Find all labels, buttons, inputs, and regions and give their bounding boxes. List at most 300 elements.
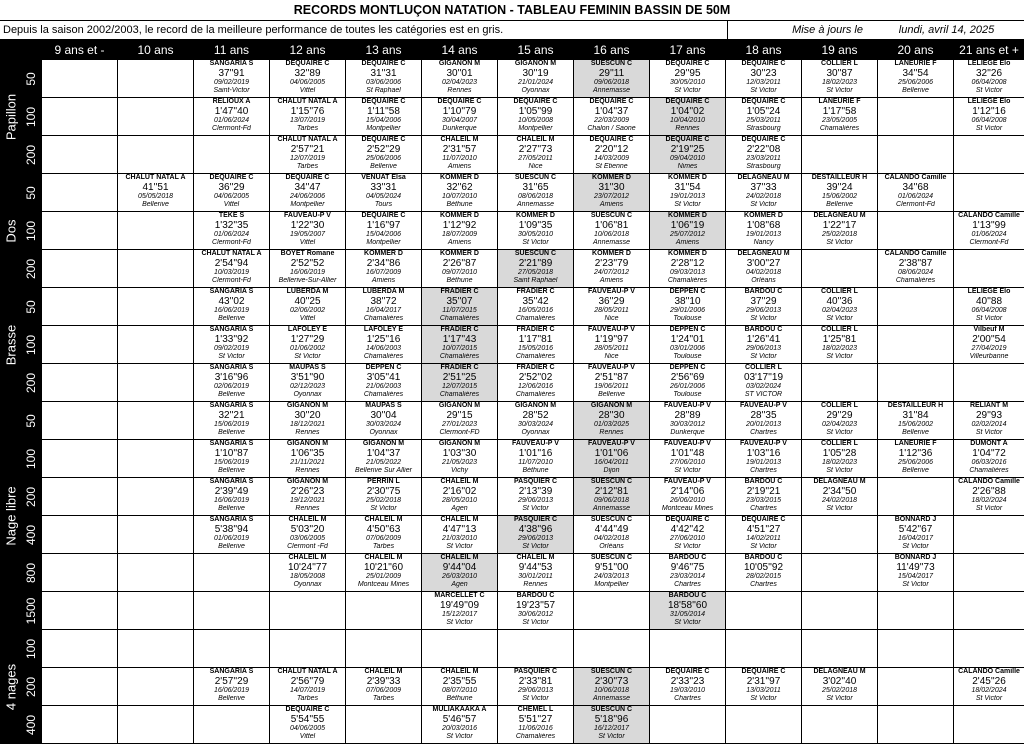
record-place: Dunkerque xyxy=(670,429,705,436)
record-place: St Victor xyxy=(975,695,1003,702)
empty-cell xyxy=(42,250,118,288)
swimmer-name: CHALUT NATAL A xyxy=(277,98,338,105)
record-cell xyxy=(574,516,650,554)
empty-cell xyxy=(878,288,954,326)
empty-cell xyxy=(42,212,118,250)
record-date: 11/07/2010 xyxy=(518,459,553,466)
swimmer-name: FAUVEAU-P V xyxy=(284,212,331,219)
record-date: 16/06/2019 xyxy=(213,497,250,504)
record-time: 9'46''75 xyxy=(670,562,705,573)
record-cell xyxy=(574,554,650,592)
record-time: 5'18''96 xyxy=(594,714,629,725)
swimmer-name: FAUVEAU-P V xyxy=(664,440,711,447)
swimmer-name: DUMONT A xyxy=(970,440,1008,447)
swimmer-name: GIGANON M xyxy=(286,402,329,409)
record-date: 05/05/2018 xyxy=(137,193,174,200)
record-place: Amiens xyxy=(447,239,472,246)
empty-cell xyxy=(42,554,118,592)
empty-cell xyxy=(118,250,194,288)
record-date: 15/12/2017 xyxy=(441,611,478,618)
record-time: 1'09''35 xyxy=(518,220,553,231)
record-cell xyxy=(954,326,1024,364)
swimmer-name: KOMMER D xyxy=(440,212,479,219)
record-date: 10/07/2010 xyxy=(441,193,478,200)
record-time: 29''29 xyxy=(826,410,853,421)
empty-cell xyxy=(42,516,118,554)
record-time: 37''91 xyxy=(218,68,245,79)
swimmer-name: GIGANON M xyxy=(514,402,557,409)
record-place: St Victor xyxy=(826,87,853,94)
swimmer-name: DEQUAIRE C xyxy=(285,706,330,713)
distance-value: 50 xyxy=(24,71,38,86)
record-place: Amiens xyxy=(599,201,624,208)
record-place: Villeurbanne xyxy=(969,353,1009,360)
empty-cell xyxy=(42,402,118,440)
header-row xyxy=(1,41,1024,60)
swimmer-name: FAUVEAU-P V xyxy=(664,402,711,409)
record-place: St Victor xyxy=(975,429,1003,436)
record-date: 13/03/2011 xyxy=(746,687,781,694)
swimmer-name: COLLIER L xyxy=(821,60,858,67)
record-date: 18/02/2023 xyxy=(821,459,858,466)
column-header: 21 ans et + xyxy=(954,41,1024,60)
record-cell xyxy=(726,212,802,250)
record-time: 29''15 xyxy=(446,410,473,421)
record-place: Annemasse xyxy=(593,695,630,702)
record-time: 1'01''06 xyxy=(594,448,629,459)
swimmer-name: FRADIER C xyxy=(440,288,479,295)
swimmer-name: SUESCUN C xyxy=(590,516,633,523)
record-time: 1'01''16 xyxy=(518,448,553,459)
record-cell xyxy=(498,592,574,630)
swimmer-name: DEQUAIRE C xyxy=(437,98,482,105)
record-place: Rennes xyxy=(599,429,624,436)
record-cell xyxy=(498,554,574,592)
column-header: 14 ans xyxy=(422,41,498,60)
record-place: Bellerive xyxy=(218,695,245,702)
record-date: 15/04/2006 xyxy=(365,117,402,124)
record-date: 21/03/2010 xyxy=(441,535,478,542)
event-label xyxy=(1,402,21,630)
record-date: 16/04/2017 xyxy=(897,535,934,542)
swimmer-name: BARDOU C xyxy=(668,554,707,561)
record-date: 12/07/2015 xyxy=(441,383,478,390)
record-date: 16/06/2019 xyxy=(213,687,250,694)
swimmer-name: DEQUAIRE C xyxy=(361,136,406,143)
record-cell xyxy=(574,326,650,364)
record-time: 29''95 xyxy=(674,68,701,79)
record-place: St Victor xyxy=(218,353,245,360)
record-place: St Victor xyxy=(826,505,853,512)
record-place: St Victor xyxy=(902,543,929,550)
record-cell xyxy=(346,98,422,136)
record-cell xyxy=(650,326,726,364)
record-time: 2'26''87 xyxy=(442,258,477,269)
record-date: 01/06/2024 xyxy=(213,117,250,124)
record-time: 31''30 xyxy=(598,182,625,193)
record-cell xyxy=(498,706,574,744)
record-time: 28''89 xyxy=(674,410,701,421)
record-time: 1'11''58 xyxy=(367,106,400,117)
record-place: St Victor xyxy=(674,87,701,94)
record-cell xyxy=(498,478,574,516)
record-date: 10/04/2010 xyxy=(669,117,706,124)
record-date: 08/07/2010 xyxy=(441,687,478,694)
event-label xyxy=(1,630,21,744)
record-cell xyxy=(650,60,726,98)
record-time: 1'27''29 xyxy=(290,334,325,345)
table-row xyxy=(1,60,1024,98)
swimmer-name: MAUPAS S xyxy=(289,364,326,371)
swimmer-name: KOMMER D xyxy=(592,174,631,181)
empty-cell xyxy=(270,592,346,630)
record-cell xyxy=(498,250,574,288)
record-cell xyxy=(270,440,346,478)
swimmer-name: DEQUAIRE C xyxy=(741,668,786,675)
record-date: 18/02/2024 xyxy=(971,497,1007,504)
record-time: 1'05''28 xyxy=(822,448,857,459)
swimmer-name: PASQUIER C xyxy=(513,668,558,675)
swimmer-name: FAUVEAU-P V xyxy=(512,440,559,447)
record-place: Tours xyxy=(374,201,393,208)
record-time: 1'22''30 xyxy=(290,220,325,231)
record-cell xyxy=(346,212,422,250)
empty-cell xyxy=(802,250,878,288)
empty-cell xyxy=(726,706,802,744)
record-date: 30/03/2024 xyxy=(365,421,402,428)
distance-label xyxy=(21,630,42,668)
record-date: 25/06/2006 xyxy=(897,459,934,466)
swimmer-name: SANGARIA S xyxy=(209,326,254,333)
record-place: Orléans xyxy=(751,277,776,284)
record-date: 15/04/2006 xyxy=(365,231,402,238)
record-time: 19'49''09 xyxy=(439,600,480,611)
record-place: Amiens xyxy=(675,239,700,246)
record-time: 28''30 xyxy=(598,410,625,421)
record-cell xyxy=(878,440,954,478)
record-date: 27/05/2011 xyxy=(518,155,553,162)
record-date: 02/12/2023 xyxy=(289,383,326,390)
swimmer-name: KOMMER D xyxy=(668,174,707,181)
record-date: 06/03/2016 xyxy=(971,459,1007,466)
record-date: 24/02/2018 xyxy=(821,497,858,504)
record-cell xyxy=(422,516,498,554)
empty-cell xyxy=(42,174,118,212)
column-header: 13 ans xyxy=(346,41,422,60)
swimmer-name: SANGARIA S xyxy=(209,402,254,409)
swimmer-name: CHALEIL M xyxy=(364,554,403,561)
record-date: 26/06/2010 xyxy=(669,497,706,504)
record-cell xyxy=(422,440,498,478)
record-time: 1'05''24 xyxy=(746,106,781,117)
record-place: Chartres xyxy=(674,695,701,702)
record-cell xyxy=(194,98,270,136)
record-time: 29''11 xyxy=(598,68,625,79)
empty-cell xyxy=(42,440,118,478)
record-place: Agen xyxy=(451,505,468,512)
swimmer-name: DELAGNEAU M xyxy=(813,212,866,219)
record-cell xyxy=(346,668,422,706)
record-cell xyxy=(422,592,498,630)
record-time: 2'19''21 xyxy=(746,486,781,497)
record-time: 10'24''77 xyxy=(287,562,328,573)
record-time: 9'51''00 xyxy=(594,562,629,573)
empty-cell xyxy=(802,630,878,668)
swimmer-name: SANGARIA S xyxy=(209,60,254,67)
record-date: 22/03/2009 xyxy=(593,117,630,124)
swimmer-name: KOMMER D xyxy=(668,250,707,257)
record-place: Bellerive-Sur-Allier xyxy=(278,277,337,284)
record-cell xyxy=(650,440,726,478)
record-date: 23/03/2014 xyxy=(669,573,706,580)
swimmer-name: DEQUAIRE C xyxy=(513,98,558,105)
record-place: Nice xyxy=(604,315,619,322)
record-time: 38''72 xyxy=(370,296,397,307)
record-place: Chamalières xyxy=(667,277,708,284)
record-cell xyxy=(194,250,270,288)
swimmer-name: COLLIER L xyxy=(745,364,782,371)
record-date: 30/03/2024 xyxy=(517,421,554,428)
empty-cell xyxy=(802,554,878,592)
record-date: 16/06/2019 xyxy=(213,307,250,314)
record-cell xyxy=(498,288,574,326)
swimmer-name: GIGANON M xyxy=(286,478,329,485)
record-place: St Victor xyxy=(446,619,473,626)
record-place: St Victor xyxy=(975,315,1003,322)
record-cell xyxy=(270,478,346,516)
record-cell xyxy=(498,402,574,440)
distance-label xyxy=(21,212,42,250)
record-date: 18/02/2023 xyxy=(821,79,858,86)
swimmer-name: MULIAKAAKA A xyxy=(432,706,487,713)
record-cell xyxy=(802,60,878,98)
swimmer-name: PERRIN L xyxy=(367,478,400,485)
record-place: St Raphael xyxy=(366,87,401,94)
record-cell xyxy=(422,136,498,174)
record-place: St Victor xyxy=(826,695,853,702)
record-date: 18/05/2008 xyxy=(289,573,326,580)
swimmer-name: FRADIER C xyxy=(516,288,555,295)
record-place: Amiens xyxy=(371,277,396,284)
event-name: Dos xyxy=(3,218,18,243)
record-date: 27/06/2010 xyxy=(669,535,706,542)
record-cell xyxy=(954,402,1024,440)
record-cell xyxy=(650,478,726,516)
record-time: 9'44''04 xyxy=(442,562,477,573)
record-place: Nimes xyxy=(677,163,698,170)
empty-cell xyxy=(42,592,118,630)
record-cell xyxy=(194,212,270,250)
record-place: Clermont-FD xyxy=(439,429,480,436)
record-date: 19/03/2010 xyxy=(669,687,706,694)
record-date: 11/06/2016 xyxy=(518,725,553,732)
record-time: 34''47 xyxy=(294,182,321,193)
record-place: St Victor xyxy=(826,239,853,246)
record-date: 06/04/2008 xyxy=(971,117,1007,124)
record-cell xyxy=(802,478,878,516)
record-date: 18/07/2009 xyxy=(441,231,478,238)
distance-label xyxy=(21,250,42,288)
record-cell xyxy=(498,668,574,706)
record-time: 3'05''41 xyxy=(366,372,401,383)
empty-cell xyxy=(878,364,954,402)
record-cell xyxy=(422,478,498,516)
table-row xyxy=(1,364,1024,402)
table-row xyxy=(1,250,1024,288)
record-place: Nice xyxy=(604,353,619,360)
record-cell xyxy=(878,402,954,440)
record-place: Clermont-Fd xyxy=(212,125,251,132)
record-date: 25/07/2012 xyxy=(669,231,706,238)
record-place: St Victor xyxy=(674,619,701,626)
record-cell xyxy=(270,174,346,212)
record-cell xyxy=(194,516,270,554)
record-place: Oyonnax xyxy=(293,581,322,588)
swimmer-name: DESTAILLEUR H xyxy=(811,174,868,181)
grey-note: Depuis la saison 2002/2003, le record de la meilleure performance de toutes les catégories est en gris. xyxy=(3,24,504,36)
record-time: 2'34''86 xyxy=(366,258,401,269)
record-cell xyxy=(194,60,270,98)
event-label xyxy=(1,60,21,174)
record-cell xyxy=(270,402,346,440)
record-place: Montceau Mines xyxy=(357,581,410,588)
record-date: 29/06/2013 xyxy=(517,687,554,694)
swimmer-name: DEQUAIRE C xyxy=(285,60,330,67)
record-time: 30''01 xyxy=(446,68,473,79)
record-time: 5'51''27 xyxy=(518,714,553,725)
record-cell xyxy=(574,668,650,706)
record-place: Chamalières xyxy=(363,391,404,398)
record-time: 40''36 xyxy=(826,296,853,307)
column-header: 17 ans xyxy=(650,41,726,60)
distance-value: 100 xyxy=(24,106,38,127)
swimmer-name: FAUVEAU-P V xyxy=(664,478,711,485)
record-time: 4'51''27 xyxy=(746,524,781,535)
swimmer-name: GIGANON M xyxy=(590,402,633,409)
record-time: 43''02 xyxy=(218,296,245,307)
record-time: 2'00''54 xyxy=(972,334,1006,345)
record-time: 41''51 xyxy=(142,182,169,193)
distance-label xyxy=(21,516,42,554)
record-cell xyxy=(118,174,194,212)
swimmer-name: CHALEIL M xyxy=(440,516,479,523)
record-time: 2'57''21 xyxy=(290,144,325,155)
record-date: 10/06/2018 xyxy=(593,231,630,238)
swimmer-name: KOMMER D xyxy=(668,212,707,219)
swimmer-name: CHALUT NATAL A xyxy=(201,250,262,257)
record-place: St Victor xyxy=(902,581,929,588)
distance-label xyxy=(21,706,42,744)
record-date: 28/05/2011 xyxy=(594,345,629,352)
swimmer-name: DELAGNEAU M xyxy=(737,250,790,257)
record-cell xyxy=(574,136,650,174)
empty-cell xyxy=(574,630,650,668)
record-place: St Victor xyxy=(826,467,853,474)
empty-cell xyxy=(42,668,118,706)
record-place: Saint Raphael xyxy=(513,277,558,284)
record-date: 20/03/2016 xyxy=(441,725,478,732)
column-header: 10 ans xyxy=(118,41,194,60)
swimmer-name: CHALEIL M xyxy=(440,668,479,675)
swimmer-name: DEQUAIRE C xyxy=(665,60,710,67)
record-time: 29''93 xyxy=(975,410,1003,421)
record-place: Vichy xyxy=(451,467,468,474)
record-cell xyxy=(346,288,422,326)
record-place: Chamalières xyxy=(439,353,480,360)
record-place: Clermont-Fd xyxy=(212,277,251,284)
swimmer-name: BARDOU C xyxy=(744,326,783,333)
record-time: 1'06''81 xyxy=(594,220,629,231)
empty-cell xyxy=(118,212,194,250)
record-date: 24/06/2006 xyxy=(289,193,326,200)
record-place: Annemasse xyxy=(517,201,554,208)
swimmer-name: DEQUAIRE C xyxy=(665,668,710,675)
distance-value: 200 xyxy=(24,676,38,697)
record-place: St Victor xyxy=(294,353,321,360)
record-time: 2'52''02 xyxy=(518,372,553,383)
record-time: 31''31 xyxy=(370,68,397,79)
empty-cell xyxy=(346,592,422,630)
record-date: 25/03/2011 xyxy=(746,117,781,124)
empty-cell xyxy=(878,98,954,136)
record-date: 25/02/2018 xyxy=(821,687,858,694)
record-time: 4'42''42 xyxy=(670,524,705,535)
distance-value: 1500 xyxy=(24,597,38,624)
empty-cell xyxy=(194,706,270,744)
record-cell xyxy=(422,402,498,440)
record-cell xyxy=(574,440,650,478)
empty-cell xyxy=(498,630,574,668)
record-time: 2'34''50 xyxy=(822,486,857,497)
record-time: 2'33''23 xyxy=(670,676,705,687)
record-date: 07/06/2009 xyxy=(365,535,402,542)
record-cell xyxy=(802,212,878,250)
record-place: Vittel xyxy=(299,87,316,94)
record-place: St Victor xyxy=(975,505,1003,512)
record-time: 1'01''48 xyxy=(670,448,705,459)
swimmer-name: DEPPEN C xyxy=(669,288,706,295)
swimmer-name: DEQUAIRE C xyxy=(361,98,406,105)
record-date: 25/06/2006 xyxy=(897,79,934,86)
record-time: 36''29 xyxy=(218,182,245,193)
record-cell xyxy=(346,440,422,478)
record-cell xyxy=(574,706,650,744)
swimmer-name: LELIEGE Elo xyxy=(967,288,1011,295)
swimmer-name: COLLIER L xyxy=(821,440,858,447)
record-cell xyxy=(270,668,346,706)
record-place: Chartres xyxy=(674,581,701,588)
record-time: 2'13''39 xyxy=(518,486,553,497)
empty-cell xyxy=(878,592,954,630)
record-time: 37''29 xyxy=(750,296,777,307)
swimmer-name: CHALEIL M xyxy=(516,136,555,143)
empty-cell xyxy=(42,326,118,364)
record-time: 2'16''02 xyxy=(442,486,477,497)
column-header: 16 ans xyxy=(574,41,650,60)
record-place: St Etienne xyxy=(595,163,628,170)
record-date: 09/02/2019 xyxy=(213,79,250,86)
record-date: 21/05/2022 xyxy=(365,459,402,466)
record-date: 15/06/2002 xyxy=(897,421,934,428)
record-place: Chamalières xyxy=(363,353,404,360)
record-date: 03/06/2006 xyxy=(365,79,402,86)
record-date: 11/07/2015 xyxy=(442,307,477,314)
column-header: 20 ans xyxy=(878,41,954,60)
record-cell xyxy=(194,478,270,516)
record-place: Tarbes xyxy=(372,543,395,550)
record-place: St Victor xyxy=(826,429,853,436)
record-cell xyxy=(498,326,574,364)
